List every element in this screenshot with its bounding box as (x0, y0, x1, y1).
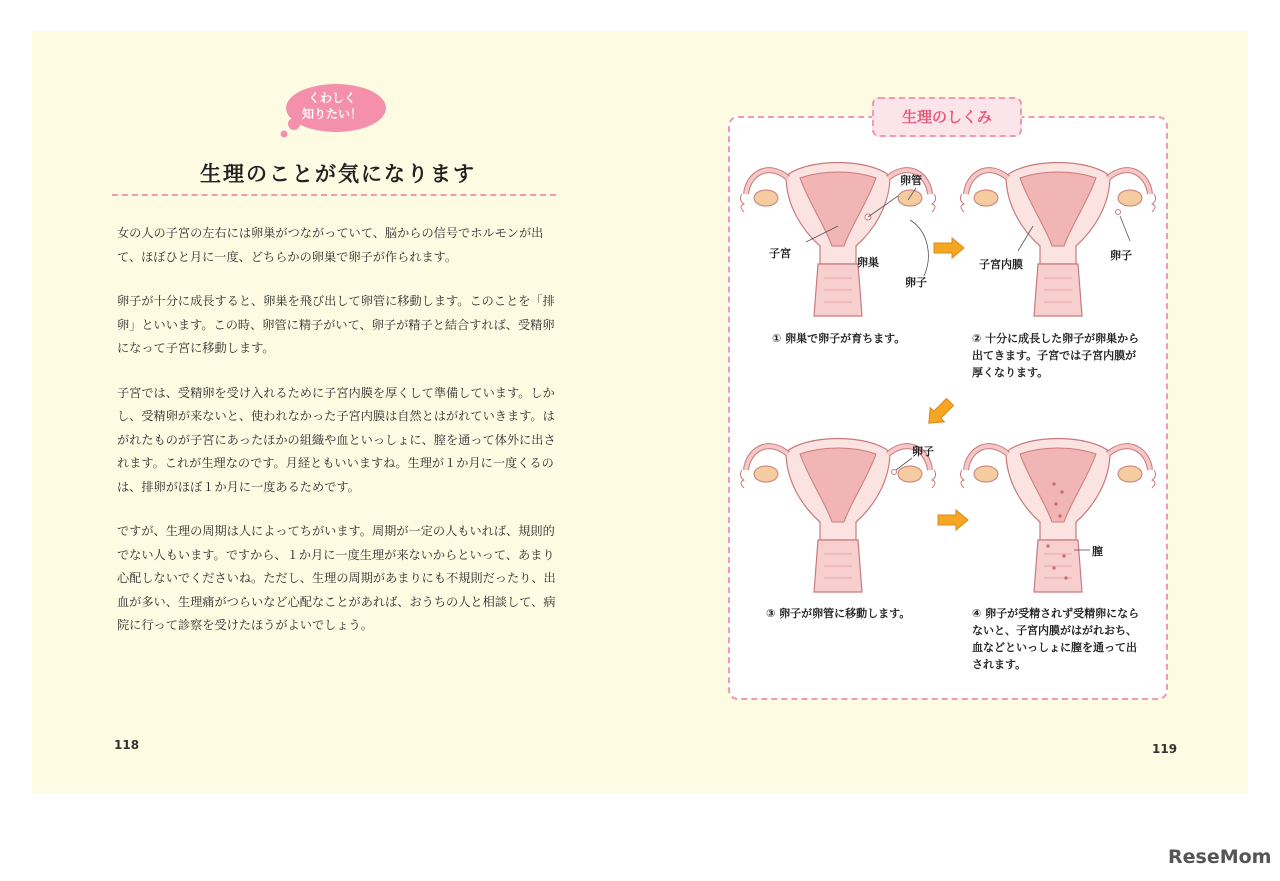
caption-step-1: ① 卵巣で卵子が育ちます。 (772, 332, 906, 345)
label-vagina: 膣 (1092, 545, 1103, 558)
watermark-logo: ReseMom (1168, 846, 1272, 868)
page-number-left: 118 (114, 738, 140, 752)
paragraph: 子宮では、受精卵を受け入れるために子宮内膜を厚くして準備しています。しかし、受精卵が来ないと、使われなかった子宮内膜は自然とはがれていきます。はがれたものが子宮にあったほかの組織や血といっしょに、膣を通って体外に出されます。これが生理なのです。月経ともいいますね。生理が１か月に一度くるのは、排卵がほぼ１か月に一度あるためです。 (117, 385, 556, 494)
label-ovary: 卵巣 (857, 256, 879, 269)
page-number-right: 119 (1152, 742, 1178, 756)
label-uterus: 子宮 (769, 247, 791, 260)
paragraph: ですが、生理の周期は人によってちがいます。周期が一定の人もいれば、規則的でない人もいます。ですから、１か月に一度生理が来ないからといって、あまり心配しないでくださいね。ただし、生理の周期があまりにも不規則だったり、出血が多い、生理痛がつらいなど心配なことがあれば、おうちの人と相談して、病院に行って診察を受けたほうがよいでしょう。 (117, 524, 556, 632)
uterus-diagram-3 (740, 439, 935, 593)
label-egg-2: 卵子 (1110, 249, 1132, 262)
paragraph: 女の人の子宮の左右には卵巣がつながっていて、脳からの信号でホルモンが出て、ほぼひと月に一度、どちらかの卵巣で卵子が作られます。 (117, 226, 544, 264)
panel-title: 生理のしくみ (872, 97, 1022, 137)
caption-step-3: ③ 卵子が卵管に移動します。 (766, 607, 911, 620)
page-title: 生理のことが気になります (200, 162, 476, 186)
arrow-right-icon (938, 510, 968, 530)
uterus-diagram-2 (960, 163, 1155, 317)
arrow-right-icon (934, 238, 964, 258)
label-egg-3: 卵子 (912, 445, 934, 458)
paragraph: 卵子が十分に成長すると、卵巣を飛び出して卵管に移動します。このことを「排卵」といいます。この時、卵管に精子がいて、卵子が精子と結合すれば、受精卵になって子宮に移動します。 (117, 294, 555, 355)
detail-badge: くわしく 知りたい！ (301, 91, 362, 121)
body-text (117, 222, 557, 659)
arrow-down-left-icon (922, 395, 957, 430)
caption-step-4: ④ 卵子が受精されず受精卵にならないと、子宮内膜がはがれおち、血などといっしょに膣を通って出されます。 (972, 607, 1140, 671)
label-fallopian-tube: 卵管 (900, 174, 922, 187)
label-endometrium: 子宮内膜 (979, 258, 1023, 271)
caption-step-2: ② 十分に成長した卵子が卵巣から出てきます。子宮では子宮内膜が厚くなります。 (972, 332, 1140, 379)
title-divider (112, 194, 556, 196)
label-egg-1: 卵子 (905, 276, 927, 289)
uterus-diagram-4 (960, 439, 1155, 593)
